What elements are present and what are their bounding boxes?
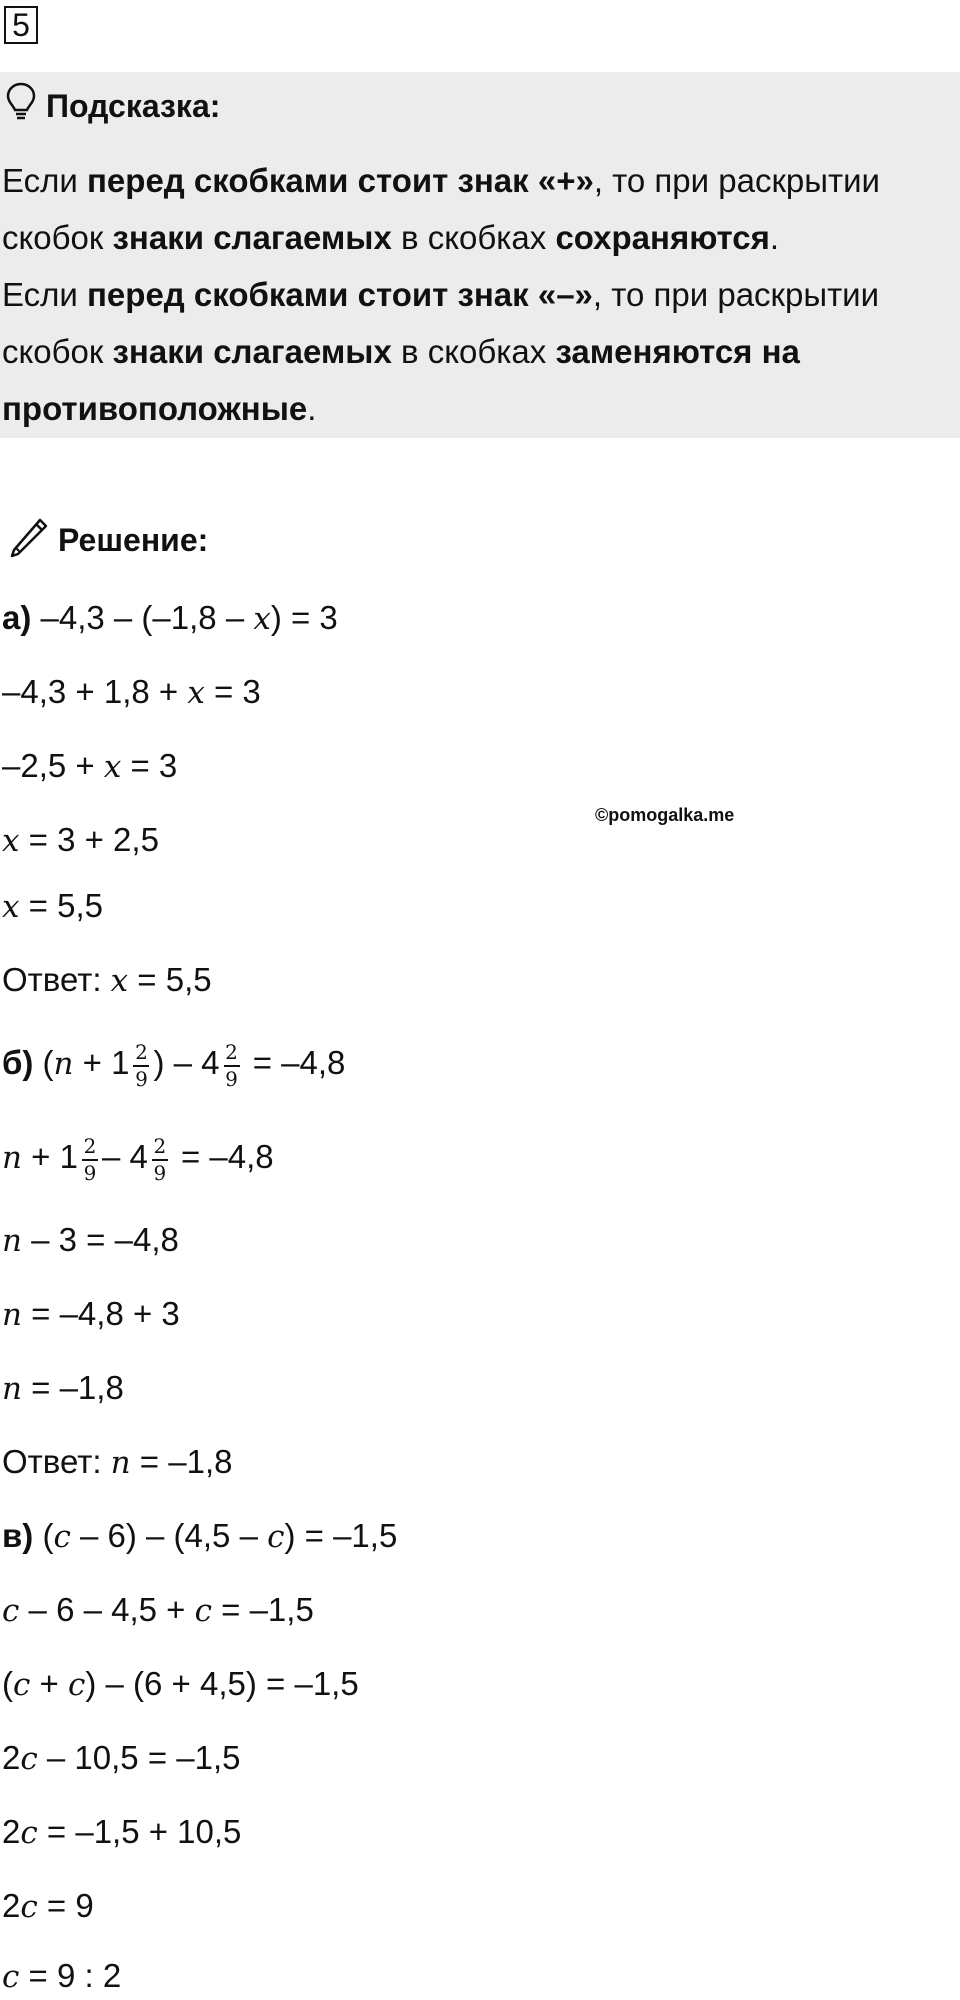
variable: c [2, 1593, 20, 1629]
variable: c [20, 1889, 38, 1925]
text: –4,3 + 1,8 + [2, 673, 188, 710]
text: = –1,5 + 10,5 [37, 1813, 242, 1850]
equation-a-2 [2, 672, 261, 713]
fraction [152, 1136, 168, 1183]
variable: x [2, 823, 20, 859]
numerator: 2 [225, 1040, 238, 1064]
bold-text: заменяются на [555, 333, 800, 370]
variable: x [187, 675, 205, 711]
variable: x [2, 889, 20, 925]
text: = –1,8 [130, 1443, 233, 1480]
variable: c [67, 1667, 86, 1703]
variable: n [2, 1223, 22, 1259]
text: , то при раскрытии [593, 162, 880, 199]
bold-text: перед скобками стоит знак «–» [87, 276, 593, 313]
text: скобок [2, 219, 113, 256]
variable: c [20, 1815, 38, 1851]
text: ) = –1,5 [284, 1517, 398, 1554]
hint-line-2 [2, 209, 957, 266]
text: = 3 + 2,5 [19, 821, 159, 858]
text: ( [33, 1517, 54, 1554]
bold-text: противоположные [2, 390, 308, 427]
answer-b [2, 1442, 232, 1483]
text: = –4,8 [243, 1044, 346, 1082]
text: = 3 [204, 673, 261, 710]
text: – 4 [101, 1138, 148, 1176]
text: – 10,5 = –1,5 [37, 1739, 241, 1776]
bold-text: сохраняются [555, 219, 770, 256]
text: ( [33, 1044, 54, 1082]
denominator: 9 [83, 1161, 97, 1185]
variable: c [194, 1593, 212, 1629]
equation-c-4 [2, 1738, 241, 1779]
equation-b-2 [2, 1136, 274, 1183]
equation-b-4 [2, 1294, 180, 1335]
equation-a-3 [2, 746, 177, 787]
text: ( [2, 1665, 13, 1702]
text: . [307, 390, 317, 427]
variable: c [2, 1959, 20, 1995]
part-label: в) [2, 1517, 34, 1554]
text: скобок [2, 333, 113, 370]
solution-header [6, 516, 208, 564]
answer-a [2, 960, 212, 1001]
text: = –4,8 [171, 1138, 274, 1176]
variable: c [53, 1519, 71, 1555]
text: –4,3 – (–1,8 – [31, 599, 254, 636]
bold-text: знаки слагаемых [112, 219, 392, 256]
text: , то при раскрытии [592, 276, 880, 313]
numerator: 2 [135, 1040, 148, 1064]
part-label: а) [2, 599, 32, 636]
text: –2,5 + [2, 747, 104, 784]
pencil-icon [6, 514, 50, 566]
text: . [769, 219, 780, 256]
text: в скобках [391, 219, 556, 256]
text: Если [2, 276, 87, 313]
variable: n [2, 1140, 22, 1177]
variable: n [2, 1297, 22, 1333]
fraction [82, 1136, 98, 1183]
fraction [224, 1042, 240, 1089]
variable: n [53, 1046, 74, 1083]
variable: n [110, 1445, 131, 1481]
text: = 5,5 [19, 887, 103, 924]
text: ) – (6 + 4,5) = –1,5 [85, 1665, 359, 1702]
fraction [133, 1042, 149, 1089]
text: = –1,8 [21, 1369, 124, 1406]
equation-a-1 [2, 598, 338, 639]
variable: n [2, 1371, 22, 1407]
denominator: 9 [225, 1067, 238, 1091]
text: Ответ: [2, 961, 111, 998]
hint-header [6, 84, 220, 128]
text: = 9 [37, 1887, 94, 1924]
equation-c-7 [2, 1956, 121, 1997]
text: 2 [2, 1887, 21, 1924]
equation-c-3 [2, 1664, 359, 1705]
hint-line-4 [2, 323, 957, 380]
solution-title: Решение: [58, 521, 209, 558]
variable: c [20, 1741, 38, 1777]
text: + 1 [73, 1044, 130, 1082]
text: = 3 [121, 747, 178, 784]
equation-a-4 [2, 820, 159, 861]
text: = –1,5 [211, 1591, 314, 1628]
text: – 6 – 4,5 + [19, 1591, 195, 1628]
hint-box [0, 72, 960, 438]
text: ) = 3 [270, 599, 338, 636]
text: = 5,5 [128, 961, 212, 998]
lightbulb-icon [6, 82, 36, 130]
text: – 3 = –4,8 [21, 1221, 179, 1258]
denominator: 9 [135, 1067, 148, 1091]
text: 2 [2, 1813, 21, 1850]
text: = –4,8 + 3 [21, 1295, 180, 1332]
text: + 1 [21, 1138, 78, 1176]
numerator: 2 [153, 1134, 167, 1158]
hint-line-3 [2, 266, 957, 323]
bold-text: перед скобками стоит знак «+» [87, 162, 594, 199]
hint-title: Подсказка: [46, 87, 221, 124]
denominator: 9 [153, 1161, 167, 1185]
text: – 6) – (4,5 – [70, 1517, 268, 1554]
text: + [30, 1665, 68, 1702]
text: Ответ: [2, 1443, 111, 1480]
equation-b-1 [2, 1042, 345, 1089]
variable: x [110, 963, 129, 999]
hint-text [2, 152, 957, 437]
variable: x [103, 749, 122, 785]
equation-c-5 [2, 1812, 241, 1853]
numerator: 2 [83, 1134, 97, 1158]
variable: c [13, 1667, 31, 1703]
part-label: б) [2, 1044, 34, 1082]
task-number: 5 [4, 6, 38, 44]
variable: x [253, 601, 271, 637]
text: 2 [2, 1739, 21, 1776]
hint-line-5 [2, 380, 957, 437]
text: Если [2, 162, 87, 199]
hint-line-1 [2, 152, 957, 209]
bold-text: знаки слагаемых [112, 333, 392, 370]
equation-c-6 [2, 1886, 94, 1927]
equation-c-2 [2, 1590, 314, 1631]
watermark: ©pomogalka.me [595, 805, 735, 825]
equation-c-1 [2, 1516, 397, 1557]
text: в скобках [391, 333, 556, 370]
equation-a-5 [2, 886, 103, 927]
variable: c [267, 1519, 285, 1555]
text: = 9 : 2 [19, 1957, 122, 1994]
equation-b-3 [2, 1220, 179, 1261]
equation-b-5 [2, 1368, 124, 1409]
text: ) – 4 [153, 1044, 220, 1082]
